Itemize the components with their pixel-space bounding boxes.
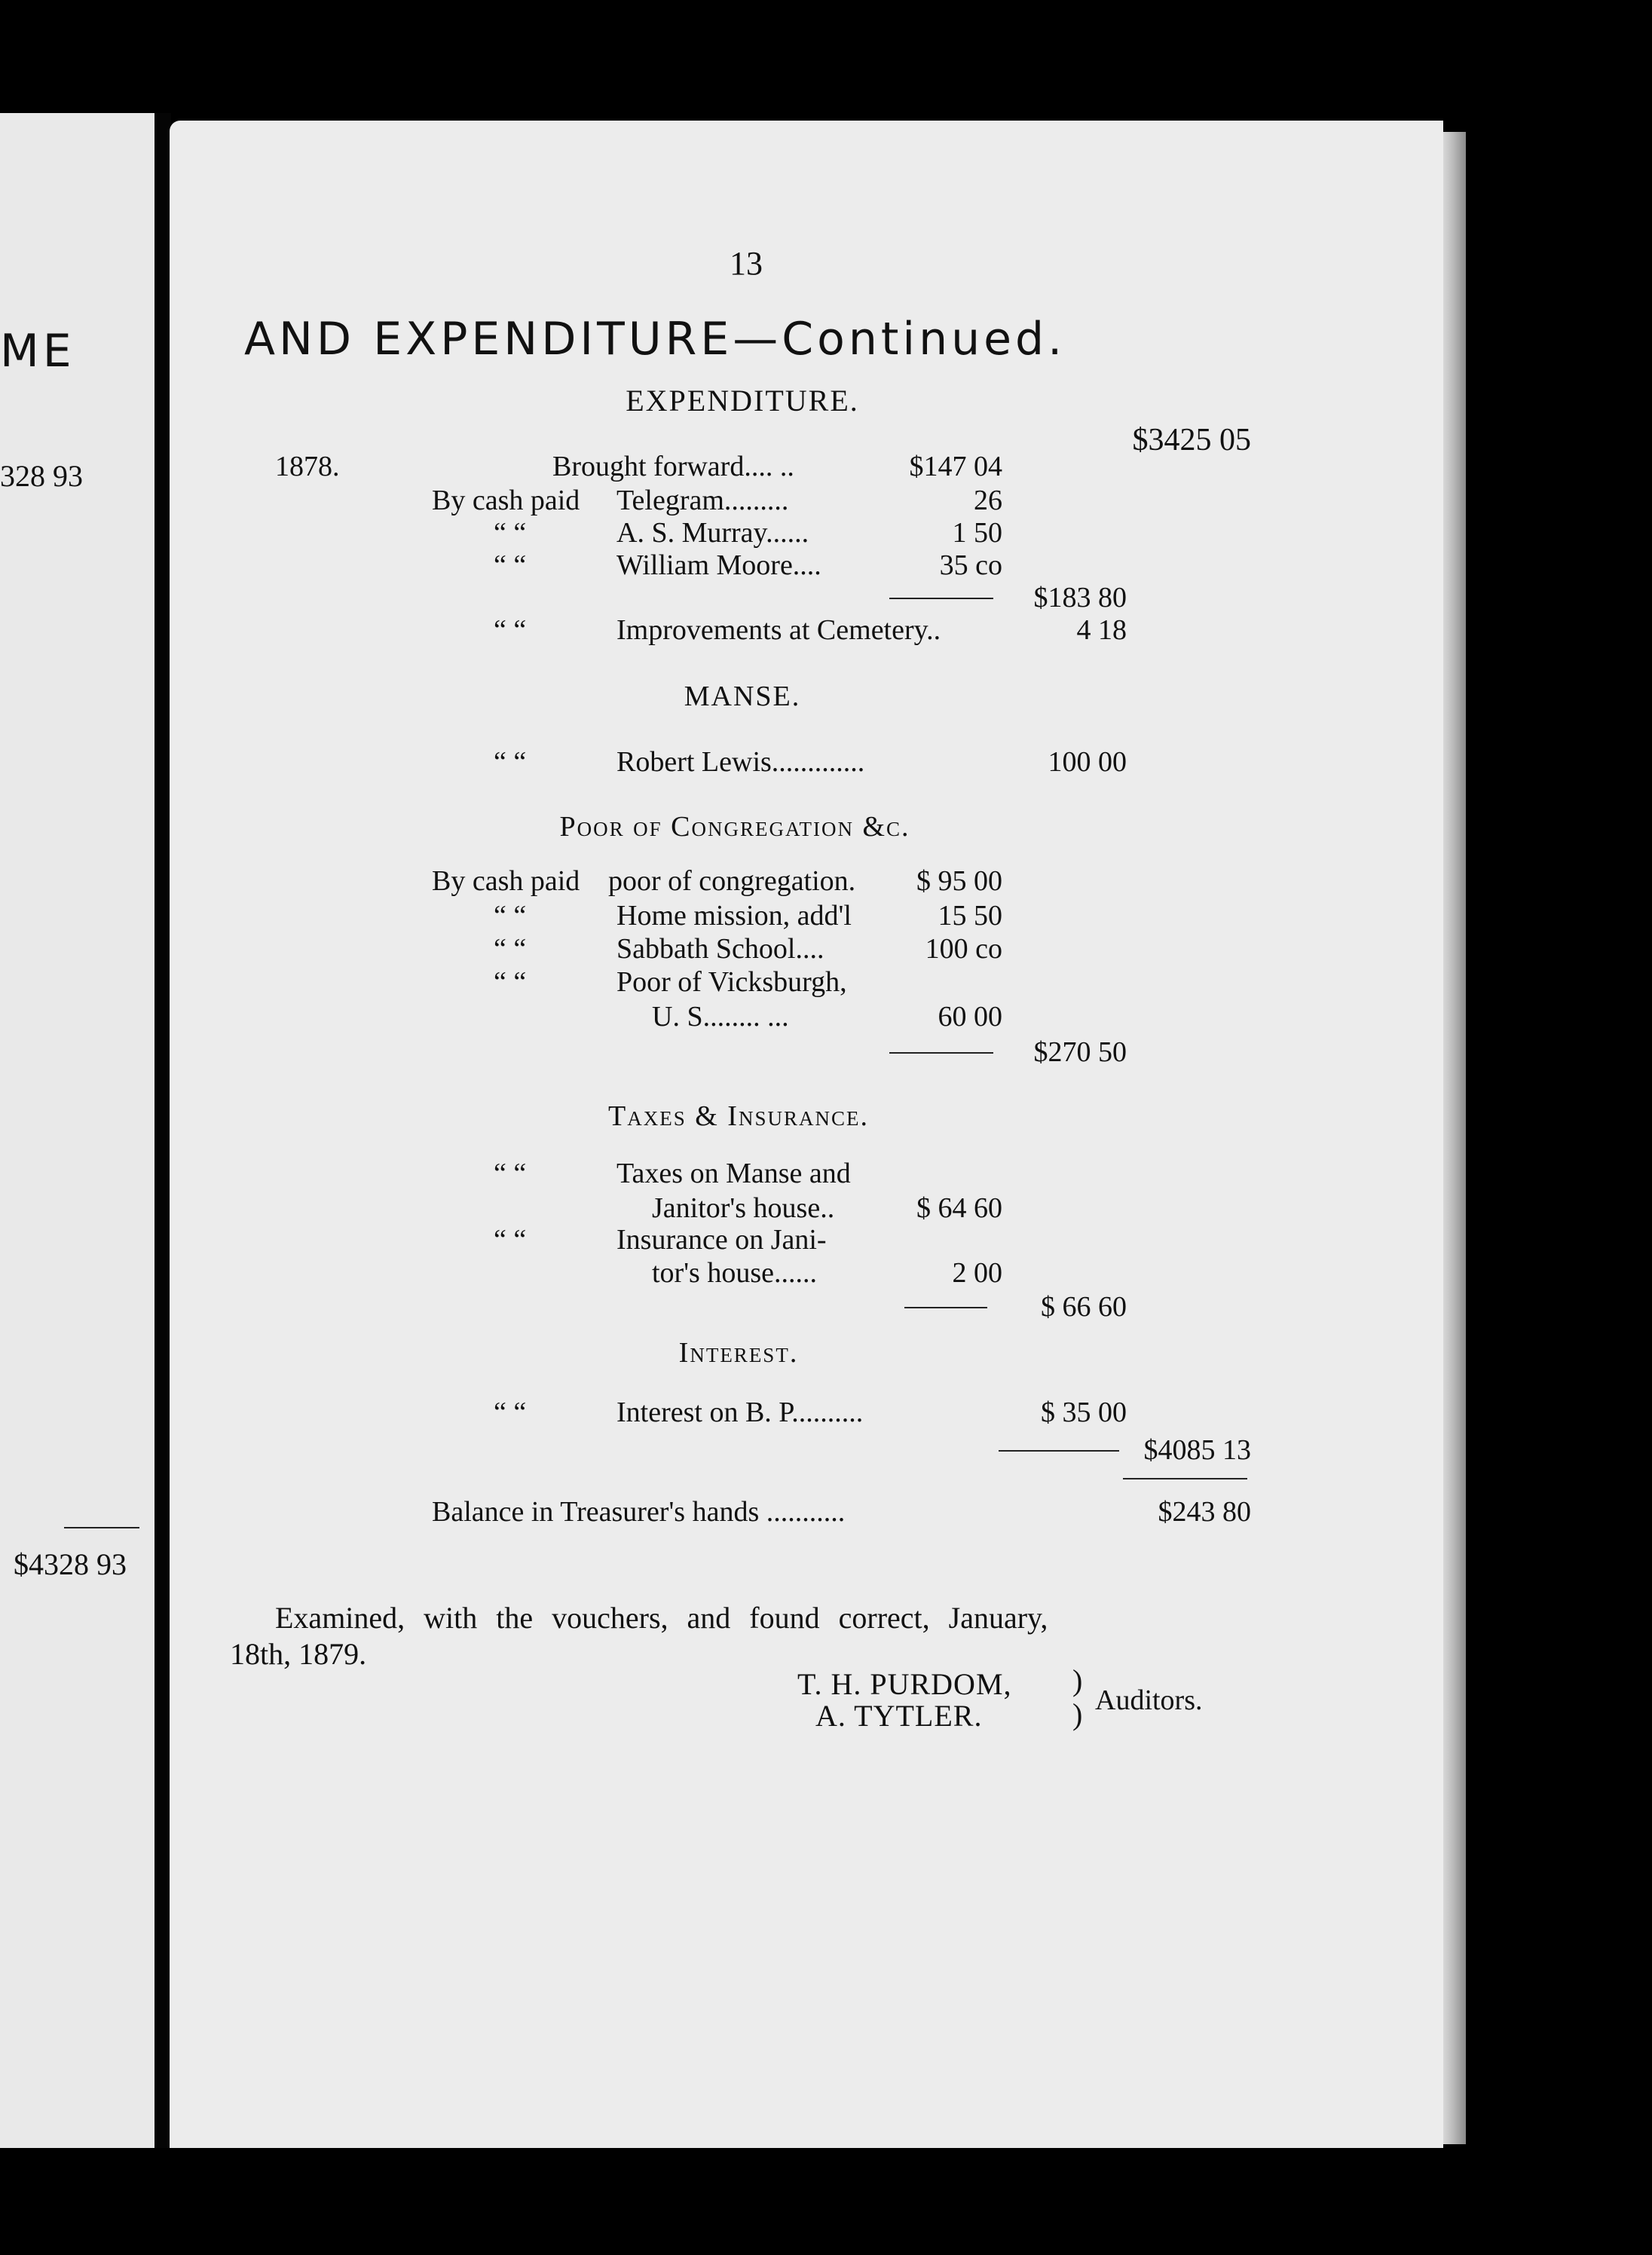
right-page	[170, 121, 1443, 2148]
brought-forward-label: Brought forward.... ..	[552, 451, 794, 482]
brace-mark: )	[1072, 1697, 1083, 1731]
left-page-heading-fragment: ME	[0, 325, 75, 378]
book-spine	[154, 113, 171, 2148]
by-cash-paid-prefix: By cash paid	[432, 865, 580, 897]
certification-line-2: 18th, 1879.	[230, 1637, 367, 1671]
vicksburgh-amount: 60 00	[938, 1001, 1002, 1033]
sabbath-amount: 100 co	[925, 933, 1002, 965]
cemetery-label: Improvements at Cemetery..	[616, 614, 941, 646]
brace-mark: )	[1072, 1663, 1083, 1697]
auditors-label: Auditors.	[1095, 1684, 1203, 1716]
brought-forward-amount: $147 04	[909, 451, 1002, 482]
taxes-subtotal: $ 66 60	[1041, 1291, 1127, 1323]
insurance-label-continued: tor's house......	[652, 1257, 818, 1289]
manse-taxes-amount: $ 64 60	[916, 1192, 1002, 1224]
home-mission-amount: 15 50	[938, 900, 1002, 932]
subtotal-amount: $183 80	[1033, 582, 1127, 613]
interest-bp-amount: $ 35 00	[1041, 1397, 1127, 1428]
lewis-label: Robert Lewis.............	[616, 746, 865, 778]
cemetery-amount: 4 18	[1076, 614, 1127, 646]
lewis-amount: 100 00	[1048, 746, 1127, 778]
left-page-top-amount: 328 93	[0, 459, 83, 493]
balance-amount: $243 80	[1158, 1496, 1251, 1528]
heading-suffix: —Continued.	[733, 313, 1066, 366]
manse-taxes-label-continued: Janitor's house..	[652, 1192, 835, 1224]
heading-main: AND EXPENDITURE	[244, 313, 733, 366]
ditto-marks: “ “	[494, 1397, 527, 1428]
congregation-label: poor of congregation.	[608, 865, 856, 897]
auditor-name: A. TYTLER.	[815, 1699, 983, 1733]
moore-label: William Moore....	[616, 549, 821, 581]
manse-taxes-label: Taxes on Manse and	[616, 1158, 851, 1189]
left-page-bottom-amount: $4328 93	[14, 1547, 127, 1581]
balance-label: Balance in Treasurer's hands ...........	[432, 1496, 846, 1528]
manse-title: MANSE.	[684, 681, 801, 712]
moore-amount: 35 co	[939, 549, 1002, 581]
ditto-marks: “ “	[494, 900, 527, 932]
telegram-label: Telegram.........	[616, 485, 789, 516]
year-label: 1878.	[275, 451, 340, 482]
ditto-marks: “ “	[494, 1158, 527, 1189]
page-edges	[1443, 132, 1466, 2144]
ditto-marks: “ “	[494, 549, 527, 581]
vicksburgh-label-continued: U. S........ ...	[652, 1001, 789, 1033]
carried-total: $3425 05	[1132, 423, 1251, 457]
sabbath-label: Sabbath School....	[616, 933, 824, 965]
page-heading	[244, 313, 1066, 366]
insurance-label: Insurance on Jani-	[616, 1224, 827, 1256]
left-page-rule	[64, 1527, 139, 1528]
ditto-marks: “ “	[494, 1224, 527, 1256]
ditto-marks: “ “	[494, 966, 527, 998]
by-cash-paid-prefix: By cash paid	[432, 485, 580, 516]
murray-label: A. S. Murray......	[616, 517, 809, 549]
poor-title: Poor of Congregation &c.	[559, 811, 910, 843]
home-mission-label: Home mission, add'l	[616, 900, 852, 932]
interest-title: Interest.	[678, 1337, 799, 1369]
ditto-marks: “ “	[494, 746, 527, 778]
congregation-amount: $ 95 00	[916, 865, 1002, 897]
auditor-name: T. H. PURDOM,	[797, 1667, 1012, 1701]
ditto-marks: “ “	[494, 614, 527, 646]
poor-subtotal: $270 50	[1033, 1036, 1127, 1068]
murray-amount: 1 50	[952, 517, 1002, 549]
certification-line-1: Examined, with the vouchers, and found correct, January,	[275, 1601, 1048, 1635]
page-number: 13	[730, 245, 763, 282]
grand-total-underline	[1123, 1478, 1247, 1479]
grand-total: $4085 13	[1143, 1434, 1251, 1466]
vicksburgh-label: Poor of Vicksburgh,	[616, 966, 847, 998]
left-page	[0, 113, 154, 2148]
ditto-marks: “ “	[494, 933, 527, 965]
interest-bp-label: Interest on B. P..........	[616, 1397, 864, 1428]
ditto-marks: “ “	[494, 517, 527, 549]
taxes-title: Taxes & Insurance.	[608, 1100, 869, 1132]
insurance-amount: 2 00	[952, 1257, 1002, 1289]
telegram-amount: 26	[974, 485, 1002, 516]
expenditure-label: EXPENDITURE.	[626, 384, 859, 418]
